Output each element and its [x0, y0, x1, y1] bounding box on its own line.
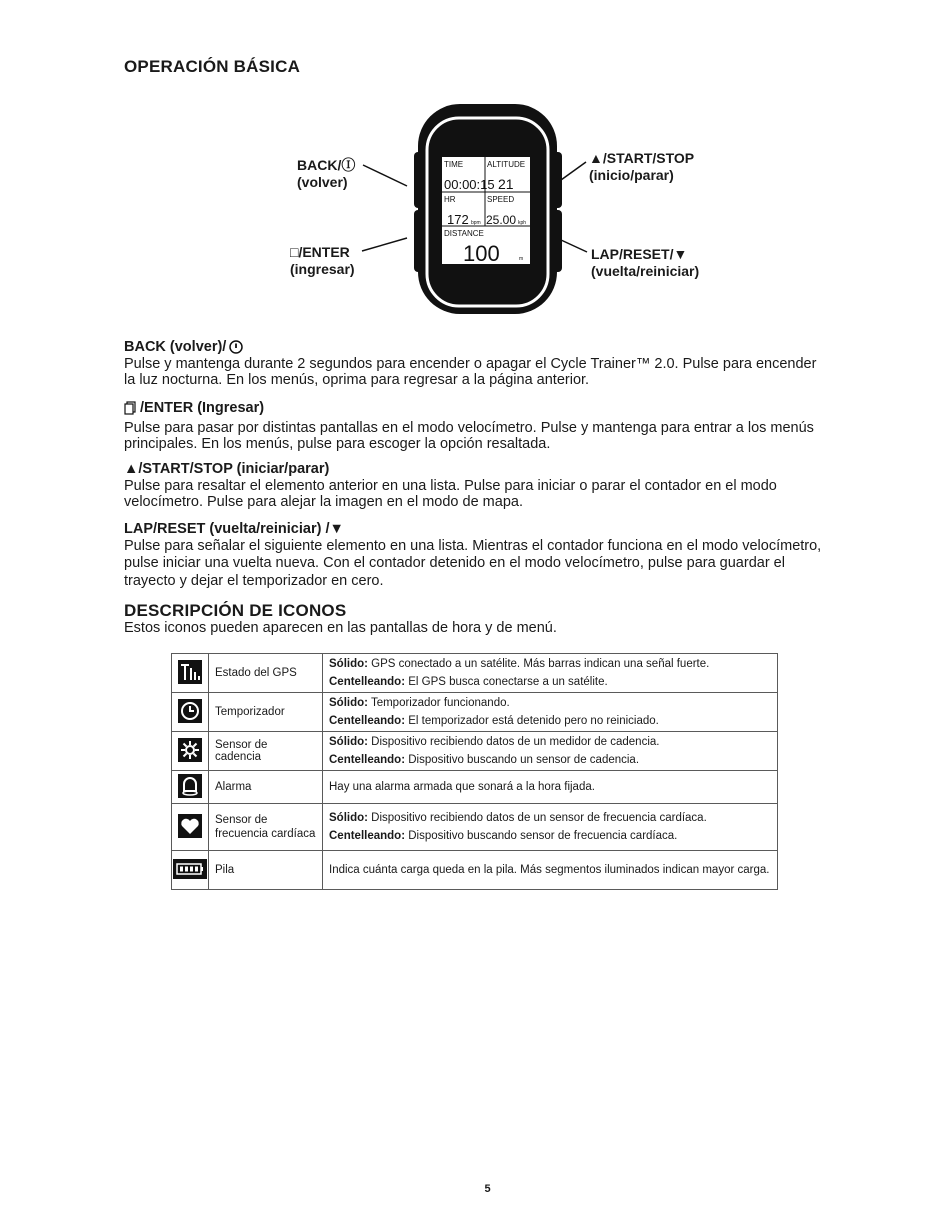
table-name-cell: Alarma [209, 771, 323, 804]
enter-callout-label: □/ENTER [290, 244, 350, 260]
back-leader-line [363, 165, 407, 186]
screen-distance-label: DISTANCE [444, 229, 484, 238]
desc-bold: Centelleando: [329, 830, 406, 842]
gps-signal-icon [178, 660, 202, 684]
section-lap [124, 521, 824, 590]
table-icon-cell [172, 654, 209, 693]
screen-hr-label: HR [444, 195, 456, 204]
pages-icon [124, 401, 137, 415]
table-desc-cell [323, 771, 778, 804]
desc-bold: Sólido: [329, 658, 368, 670]
back-callout-label: BACK/Ⓘ [297, 157, 356, 173]
desc-line [329, 712, 771, 730]
battery-icon [173, 859, 207, 879]
desc-line [329, 778, 771, 796]
section-lap-title [124, 521, 344, 538]
table-row [172, 654, 778, 693]
enter-callout-sub: (ingresar) [290, 261, 355, 277]
desc-line [329, 827, 771, 845]
table-desc-cell [323, 804, 778, 851]
desc-bold: Sólido: [329, 812, 368, 824]
table-row [172, 771, 778, 804]
table-name-cell: Sensor de cadencia [209, 732, 323, 771]
enter-leader-line [362, 238, 407, 251]
table-name-cell: Pila [209, 851, 323, 890]
start-callout [589, 150, 694, 184]
section-back [124, 339, 824, 389]
enter-callout [290, 244, 355, 278]
desc-bold: Centelleando: [329, 715, 406, 727]
start-callout-label: ▲/START/STOP [589, 150, 695, 166]
screen-speed-label: SPEED [487, 195, 515, 204]
table-icon-cell [172, 693, 209, 732]
icons-intro-text: Estos iconos pueden aparecen en las pantallas de hora y de menú. [124, 620, 557, 636]
desc-text: Dispositivo buscando sensor de frecuencia cardíaca. [405, 830, 678, 842]
start-callout-sub: (inicio/parar) [589, 167, 674, 183]
desc-line [329, 751, 771, 769]
section-start-title-text: ▲/START/STOP (iniciar/parar) [124, 461, 330, 477]
section-lap-title-text: LAP/RESET (vuelta/reiniciar) /▼ [124, 521, 344, 537]
lap-callout-label: LAP/RESET/▼ [591, 246, 688, 262]
table-name-cell: Estado del GPS [209, 654, 323, 693]
section-back-title [124, 339, 243, 356]
cadence-sensor-icon [178, 738, 202, 762]
desc-text: Dispositivo recibiendo datos de un sensor de frecuencia cardíaca. [367, 812, 707, 824]
screen-distance-unit: m [519, 256, 524, 262]
section-start-body: Pulse para resaltar el elemento anterior en una lista. Pulse para iniciar o parar el contador en el modo velocímetro. Pulse para alejar la imagen en el modo de mapa. [124, 477, 777, 510]
table-icon-cell [172, 804, 209, 851]
screen-altitude-label: ALTITUDE [487, 160, 526, 169]
section-back-title-text: BACK (volver)/ [124, 339, 227, 355]
table-row [172, 804, 778, 851]
timer-icon [178, 699, 202, 723]
back-callout [297, 157, 355, 191]
desc-line [329, 673, 771, 691]
page-number: 5 [484, 1183, 491, 1195]
screen-speed-value: 25.00 [486, 213, 517, 227]
desc-text: Dispositivo recibiendo datos de un medidor de cadencia. [367, 736, 660, 748]
desc-text: GPS conectado a un satélite. Más barras indican una señal fuerte. [367, 658, 710, 670]
table-name-cell: Temporizador [209, 693, 323, 732]
screen-time-label: TIME [444, 160, 464, 169]
screen-distance-value: 100 [463, 241, 500, 266]
screen-hr-value: 172 [447, 212, 469, 227]
section-enter [124, 400, 824, 453]
device-diagram [280, 100, 720, 320]
screen-speed-unit: kph [518, 220, 527, 226]
table-desc-cell [323, 732, 778, 771]
desc-bold: Centelleando: [329, 676, 406, 688]
section-enter-body: Pulse para pasar por distintas pantallas en el modo velocímetro. Pulse y mantenga para entrar a los menús principales. En los menús, pulse para escoger la opción resaltada. [124, 419, 814, 453]
section-title-basic-operation: OPERACIÓN BÁSICA [124, 57, 301, 76]
table-row [172, 732, 778, 771]
desc-text: El temporizador está detenido pero no reiniciado. [405, 715, 659, 727]
power-icon [229, 340, 243, 354]
table-row [172, 851, 778, 890]
desc-line [329, 655, 771, 673]
desc-line [329, 809, 771, 827]
desc-bold: Sólido: [329, 736, 368, 748]
desc-text: Indica cuánta carga queda en la pila. Más segmentos iluminados indican mayor carga. [329, 864, 770, 876]
section-start-title [124, 461, 329, 478]
table-icon-cell [172, 851, 209, 890]
lap-leader-line [561, 240, 587, 252]
desc-line [329, 694, 771, 712]
desc-bold: Centelleando: [329, 754, 406, 766]
section-lap-body: Pulse para señalar el siguiente elemento en una lista. Mientras el contador funciona en el modo velocímetro, pulse iniciar una vuelta nueva. Con el contador detenido en el modo velocímetro, pulse para guardar el trayecto y dejar el temporizador en cero. [124, 537, 822, 589]
screen-time-value: 00:00:15 [444, 177, 495, 192]
desc-text: El GPS busca conectarse a un satélite. [405, 676, 608, 688]
start-leader-line [561, 162, 586, 180]
icon-description-table [171, 653, 778, 890]
table-desc-cell [323, 851, 778, 890]
cycle-computer-illustration [280, 100, 720, 320]
desc-text: Dispositivo buscando un sensor de cadencia. [405, 754, 640, 766]
screen-hr-unit: bpm [471, 220, 481, 226]
table-desc-cell [323, 654, 778, 693]
table-icon-cell [172, 732, 209, 771]
table-icon-cell [172, 771, 209, 804]
section-title-icon-description: DESCRIPCIÓN DE ICONOS [124, 601, 347, 620]
section-enter-title [124, 400, 264, 417]
desc-text: Hay una alarma armada que sonará a la hora fijada. [329, 781, 595, 793]
section-enter-title-text: /ENTER (Ingresar) [140, 400, 265, 416]
section-back-body: Pulse y mantenga durante 2 segundos para encender o apagar el Cycle Trainer™ 2.0. Pulse para encender la luz nocturna. En los menús, oprima para regresar a la página anterior. [124, 355, 817, 388]
lap-callout-sub: (vuelta/reiniciar) [591, 263, 700, 279]
table-desc-cell [323, 693, 778, 732]
alarm-bell-icon [178, 774, 202, 798]
lap-callout [591, 246, 699, 280]
screen-altitude-value: 21 [498, 176, 514, 192]
section-start [124, 461, 824, 511]
desc-line [329, 733, 771, 751]
desc-bold: Sólido: [329, 697, 368, 709]
table-row [172, 693, 778, 732]
table-name-cell: Sensor de frecuencia cardíaca [209, 804, 323, 851]
desc-text: Temporizador funcionando. [367, 697, 510, 709]
back-callout-sub: (volver) [297, 174, 348, 190]
desc-line [329, 861, 771, 879]
heart-icon [178, 814, 202, 838]
